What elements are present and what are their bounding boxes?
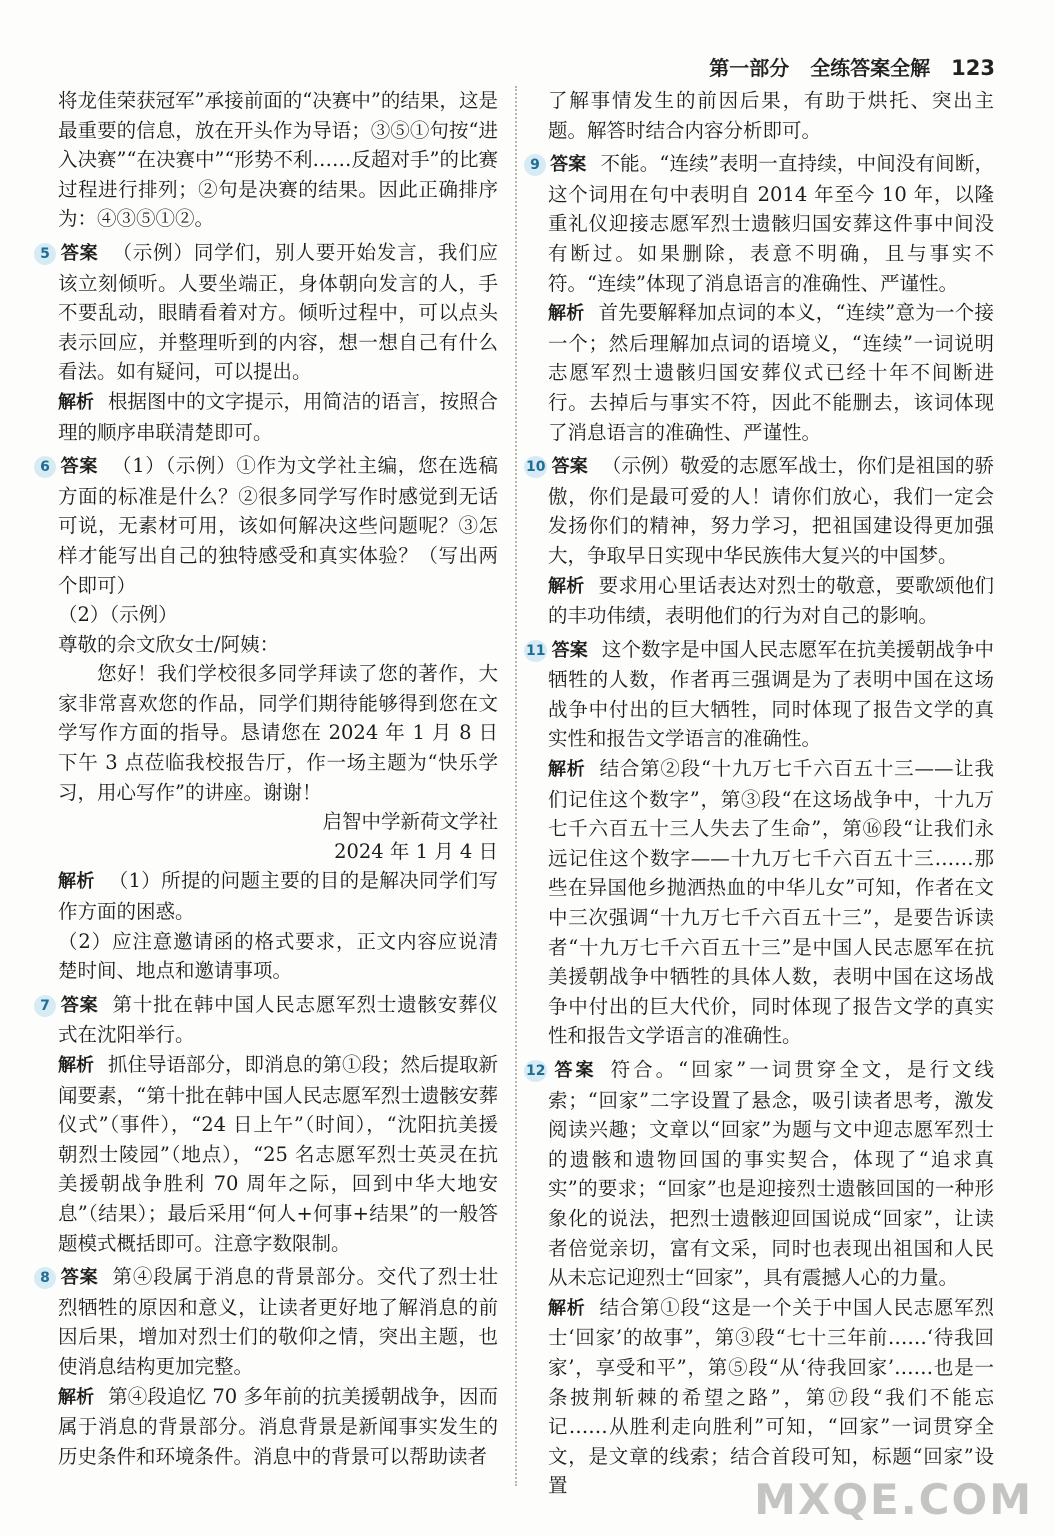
- answer-text: （1）（示例）①作为文学社主编，您在选稿方面的标准是什么？②很多同学写作时感觉到无话可说，无素材可用，该如何解决这些问题呢？③怎样才能写出自己的独特感受和真实体验？（写出两个即可）: [58, 454, 498, 597]
- answer-part-2: （2）（示例）: [58, 603, 178, 627]
- analysis-text: 抓住导语部分，即消息的第①段；然后提取新闻要素，“第十批在韩中国人民志愿军烈士遗骸安葬仪式”（事件），“24 日上午”（时间），“沈阳抗美援朝烈士陵园”（地点），“25 名志愿军烈士英灵在抗美援朝战争胜利 70 周年之际，回到中华大地安息”（结果）；最后采用“何人+何事+结果”的一般答题模式概括即可。注意字数限制。: [58, 1053, 499, 1255]
- site-watermark: MXQE.COM: [754, 1475, 1033, 1524]
- letter-body: 您好！我们学校很多同学拜读了您的著作，大家非常喜欢您的作品，同学们期待能够得到您在文学写作方面的指导。恳请您在 2024 年 1 月 8 日下午 3 点莅临我校报告厅，作一场主题为“快乐学习，用心写作”的讲座。谢谢！: [58, 662, 498, 804]
- answer-label: 答案: [550, 154, 587, 176]
- question-12: [526, 1055, 994, 1501]
- question-5: [40, 238, 499, 447]
- analysis-label: 解析: [548, 759, 586, 781]
- analysis-text: 根据图中的文字提示，用简洁的语言，按照合理的顺序串联清楚即可。: [58, 389, 499, 444]
- analysis-text: 结合第①段“这是一个关于中国人民志愿军烈士‘回家’的故事”，第③段“七十三年前……‘待我回家’，享受和平”，第⑤段“从‘待我回家’……也是一条披荆斩棘的希望之路”，第⑰段“我们不能忘记……从胜利走向胜利”可知，“回家”一词贯穿全文，是文章的线索；结合首段可知，标题“回家”设置: [548, 1295, 994, 1498]
- question-number: 11: [524, 640, 547, 662]
- answer-text: 第④段属于消息的背景部分。交代了烈士壮烈牺牲的原因和意义，让读者更好地了解消息的前因后果，增加对烈士们的敬仰之情，突出主题，也使消息结构更加完整。: [58, 1265, 498, 1378]
- analysis-label: 解析: [58, 1386, 95, 1408]
- answer-label: 答案: [60, 242, 99, 264]
- continued-analysis: 了解事情发生的前因后果，有助于烘托、突出主题。解答时结合内容分析即可。: [548, 89, 994, 142]
- answer-label: 答案: [60, 456, 99, 478]
- column-divider: [515, 86, 517, 1486]
- question-number: 7: [34, 995, 56, 1017]
- letter-date: 2024 年 1 月 4 日: [334, 839, 498, 863]
- analysis-text: 首先要解释加点词的本义，“连续”意为一个接一个；然后理解加点词的语境义，“连续”一词说明志愿军烈士遗骸归国安葬仪式已经十年不间断进行。去掉后与事实不符，因此不能删去，该词体现了消息语言的准确性、严谨性。: [548, 301, 994, 444]
- analysis-label: 解析: [548, 1297, 586, 1319]
- letter-salutation: 尊敬的佘文欣女士/阿姨：: [58, 632, 280, 656]
- answer-label: 答案: [60, 1267, 99, 1289]
- continued-analysis: 将龙佳荣获冠军”承接前面的“决赛中”的结果，这是最重要的信息，放在开头作为导语；③⑤①句按“进入决赛”“在决赛中”“形势不利……反超对手”的比赛过程进行排列；②句是决赛的结果。因此正确排序为：④③⑤①②。: [58, 89, 498, 231]
- question-number: 6: [34, 456, 56, 478]
- question-number: 12: [524, 1060, 547, 1082]
- analysis-label: 解析: [58, 1055, 94, 1076]
- analysis-text: （1）所提的问题主要的目的是解决同学们写作方面的困惑。: [58, 869, 498, 924]
- answer-text: 这个数字是中国人民志愿军在抗美援朝战争中牺牲的人数，作者再三强调是为了表明中国在这场战争中付出的巨大牺牲，同时体现了报告文学的真实性和报告文学语言的准确性。: [548, 637, 994, 751]
- answer-text: （示例）同学们，别人要开始发言，我们应该立刻倾听。人要坐端正，身体朝向发言的人，手不要乱动，眼睛看着对方。倾听过程中，可以点头表示回应，并整理听到的内容，想一想自己有什么看法。如有疑问，可以提出。: [58, 240, 498, 384]
- answer-label: 答案: [551, 1060, 597, 1081]
- question-9: [530, 149, 994, 447]
- answer-label: 答案: [551, 639, 588, 661]
- question-number: 9: [524, 154, 546, 176]
- question-11: [526, 635, 994, 1051]
- answer-label: 答案: [60, 994, 99, 1016]
- letter-signature: 启智中学新荷文学社: [322, 810, 498, 834]
- question-10: [526, 451, 994, 631]
- question-6: [40, 451, 498, 986]
- section-label: 第一部分: [709, 56, 790, 80]
- answer-label: 答案: [551, 456, 588, 478]
- question-7: [40, 990, 499, 1258]
- right-column: [526, 86, 994, 1501]
- page-number: 123: [951, 56, 995, 80]
- analysis-label: 解析: [548, 303, 585, 325]
- analysis-label: 解析: [58, 871, 95, 893]
- analysis-text: 要求用心里话表达对烈士的敬意，要歌颂他们的丰功伟绩，表明他们的行为对自己的影响。: [548, 573, 994, 628]
- analysis-label: 解析: [548, 575, 585, 597]
- answer-text: （示例）敬爱的志愿军战士，你们是祖国的骄傲，你们是最可爱的人！请你们放心，我们一定会发扬你们的精神，努力学习，把祖国建设得更加强大，争取早日实现中华民族伟大复兴的中国梦。: [548, 454, 994, 567]
- analysis-text: 第④段追忆 70 多年前的抗美援朝战争，因而属于消息的背景部分。消息背景是新闻事实发生的历史条件和环境条件。消息中的背景可以帮助读者: [58, 1384, 498, 1468]
- left-column: [40, 86, 499, 1471]
- question-number: 5: [34, 243, 56, 265]
- answer-text: 第十批在韩中国人民志愿军烈士遗骸安葬仪式在沈阳举行。: [58, 992, 498, 1047]
- question-8: [40, 1262, 498, 1471]
- page-header: [695, 52, 995, 81]
- question-number: 8: [34, 1267, 56, 1289]
- analysis-label: 解析: [58, 391, 94, 413]
- book-title: 全练答案全解: [810, 56, 931, 80]
- answer-text: 符合。“回家”一词贯穿全文，是行文线索；“回家”二字设置了悬念，吸引读者思考，激发阅读兴趣；文章以“回家”为题与文中迎志愿军烈士的遗骸和遗物回国的事实契合，体现了“追求真实”的要求；“回家”也是迎接烈士遗骸回国的一种形象化的说法，把烈士遗骸迎回国说成“回家”，让读者倍觉亲切，富有文采，同时也表现出祖国和人民从未忘记迎烈士“回家”，具有震撼人心的力量。: [548, 1058, 994, 1290]
- question-number: 10: [524, 456, 547, 478]
- analysis-text: 结合第②段“十九万七千六百五十三——让我们记住这个数字”，第③段“在这场战争中，十九万七千六百五十三人失去了生命”，第⑯段“让我们永远记住这个数字——十九万七千六百五十三……那些在异国他乡抛洒热血的中华儿女”可知，作者在文中三次强调“十九万七千六百五十三”，是要告诉读者“十九万七千六百五十三”是中国人民志愿军在抗美援朝战争中牺牲的具体人数，表明中国在这场战争中付出的巨大代价，同时体现了报告文学的真实性和报告文学语言的准确性。: [548, 757, 994, 1048]
- answer-text: 不能。“连续”表明一直持续，中间没有间断，这个词用在句中表明自 2014 年至今 10 年，以隆重礼仪迎接志愿军烈士遗骸归国安葬这件事中间没有断过。如果删除，表意不明确，且与事实不符。“连续”体现了消息语言的准确性、严谨性。: [548, 152, 994, 295]
- analysis-text-2: （2）应注意邀请函的格式要求，正文内容应说清楚时间、地点和邀请事项。: [58, 929, 498, 983]
